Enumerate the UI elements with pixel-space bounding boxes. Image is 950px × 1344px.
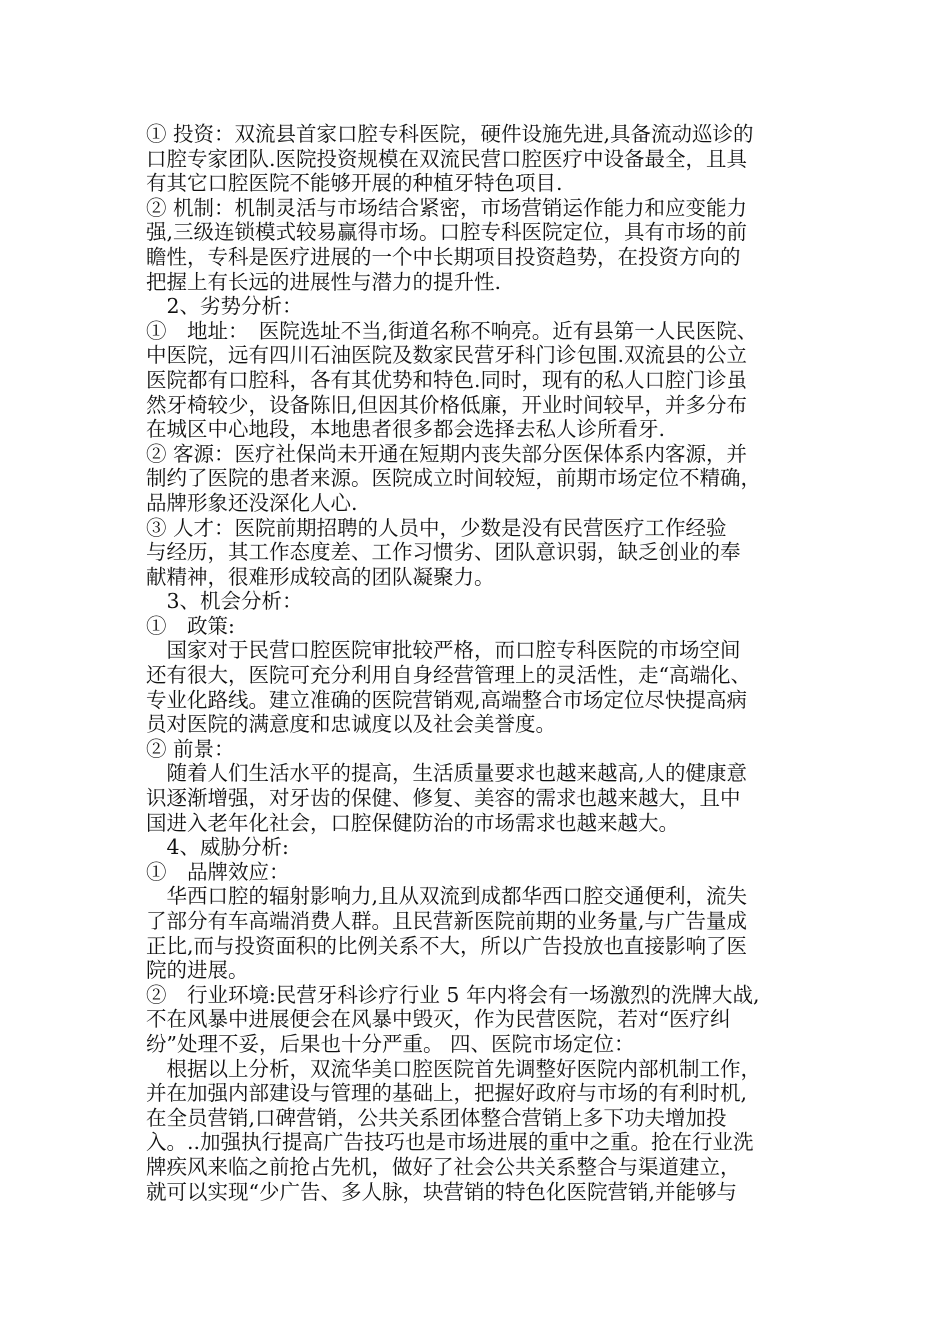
text-line: ② 机制：机制灵活与市场结合紧密，市场营销运作能力和应变能力 bbox=[146, 195, 748, 220]
text-line: 了部分有车高端消费人群。且民营新医院前期的业务量,与广告量成 bbox=[146, 909, 748, 933]
section-heading: 3、机会分析： bbox=[146, 589, 303, 614]
text-line: 品牌形象还没深化人心. bbox=[146, 490, 358, 515]
text-line: 院的进展。 bbox=[146, 958, 249, 983]
text-line: 识逐渐增强，对牙齿的保健、修复、美容的需求也越来越大，且中 bbox=[146, 786, 741, 811]
text-line: 献精神，很难形成较高的团队凝聚力。 bbox=[146, 564, 495, 589]
document-body bbox=[146, 122, 806, 1204]
text-line: ① 品牌效应： bbox=[146, 859, 290, 884]
text-line: ② 行业环境:民营牙科诊疗行业 5 年内将会有一场激烈的洗牌大战, bbox=[146, 982, 760, 1007]
text-line: 中医院，远有四川石油医院及数家民营牙科门诊包围.双流县的公立 bbox=[146, 343, 748, 368]
text-line: 不在风暴中进展便会在风暴中毁灭，作为民营医院，若对“医疗纠 bbox=[146, 1007, 731, 1032]
text-line: 国家对于民营口腔医院审批较严格，而口腔专科医院的市场空间 bbox=[146, 638, 741, 663]
text-line: 就可以实现“少广告、多人脉，块营销的特色化医院营销,并能够与 bbox=[146, 1179, 737, 1204]
text-line: 然牙椅较少，设备陈旧,但因其价格低廉，开业时间较早，并多分布 bbox=[146, 392, 748, 417]
text-line: 在城区中心地段，本地患者很多都会选择去私人诊所看牙. bbox=[146, 417, 666, 442]
text-line: 专业化路线。建立准确的医院营销观,高端整合市场定位尽快提高病 bbox=[146, 687, 748, 712]
text-line: 华西口腔的辐射影响力,且从双流到成都华西口腔交通便利，流失 bbox=[146, 884, 748, 909]
text-line: 把握上有长远的进展性与潜力的提升性. bbox=[146, 269, 502, 294]
text-line: 与经历，其工作态度差、工作习惯劣、团队意识弱，缺乏创业的奉 bbox=[146, 540, 741, 565]
text-line: 根据以上分析，双流华美口腔医院首先调整好医院内部机制工作， bbox=[146, 1056, 761, 1081]
text-line: ① 投资：双流县首家口腔专科医院，硬件设施先进,具备流动巡诊的 bbox=[146, 122, 754, 146]
text-line: ③ 人才：医院前期招聘的人员中，少数是没有民营医疗工作经验 bbox=[146, 515, 727, 540]
text-line: 纷”处理不妥，后果也十分严重。 四、医院市场定位： bbox=[146, 1031, 635, 1056]
text-line: 瞻性，专科是医疗进展的一个中长期项目投资趋势，在投资方向的 bbox=[146, 244, 741, 269]
text-line: 正比,而与投资面积的比例关系不大，所以广告投放也直接影响了医 bbox=[146, 933, 748, 958]
text-line: 口腔专家团队.医院投资规模在双流民营口腔医疗中设备最全，且具 bbox=[146, 146, 748, 171]
section-heading: 2、劣势分析： bbox=[146, 294, 303, 319]
text-line: 入。..加强执行提高广告技巧也是市场进展的重中之重。抢在行业洗 bbox=[146, 1130, 754, 1155]
text-line: 医院都有口腔科，各有其优势和特色.同时，现有的私人口腔门诊虽 bbox=[146, 367, 748, 392]
text-line: ① 政策: bbox=[146, 613, 235, 638]
text-line: 还有很大，医院可充分利用自身经营管理上的灵活性，走“高端化、 bbox=[146, 663, 751, 688]
section-heading: 4、威胁分析: bbox=[146, 835, 289, 860]
text-line: 强,三级连锁模式较易赢得市场。口腔专科医院定位，具有市场的前 bbox=[146, 220, 748, 245]
text-line: 随着人们生活水平的提高，生活质量要求也越来越高,人的健康意 bbox=[146, 761, 748, 786]
text-line: 牌疾风来临之前抢占先机，做好了社会公共关系整合与渠道建立， bbox=[146, 1154, 741, 1179]
text-line: 在全员营销,口碑营销，公共关系团体整合营销上多下功夫增加投 bbox=[146, 1105, 727, 1130]
text-line: 制约了医院的患者来源。医院成立时间较短，前期市场定位不精确， bbox=[146, 466, 761, 491]
text-line: 国进入老年化社会，口腔保健防治的市场需求也越来越大。 bbox=[146, 810, 679, 835]
text-line: 员对医院的满意度和忠诚度以及社会美誉度。 bbox=[146, 712, 556, 737]
text-line: 有其它口腔医院不能够开展的种植牙特色项目. bbox=[146, 171, 563, 196]
text-line: 并在加强内部建设与管理的基础上，把握好政府与市场的有利时机, bbox=[146, 1081, 748, 1106]
text-line: ② 前景： bbox=[146, 736, 235, 761]
text-line: ① 地址： 医院选址不当,街道名称不响亮。近有县第一人民医院、 bbox=[146, 318, 758, 343]
text-line: ② 客源：医疗社保尚未开通在短期内丧失部分医保体系内客源，并 bbox=[146, 441, 748, 466]
